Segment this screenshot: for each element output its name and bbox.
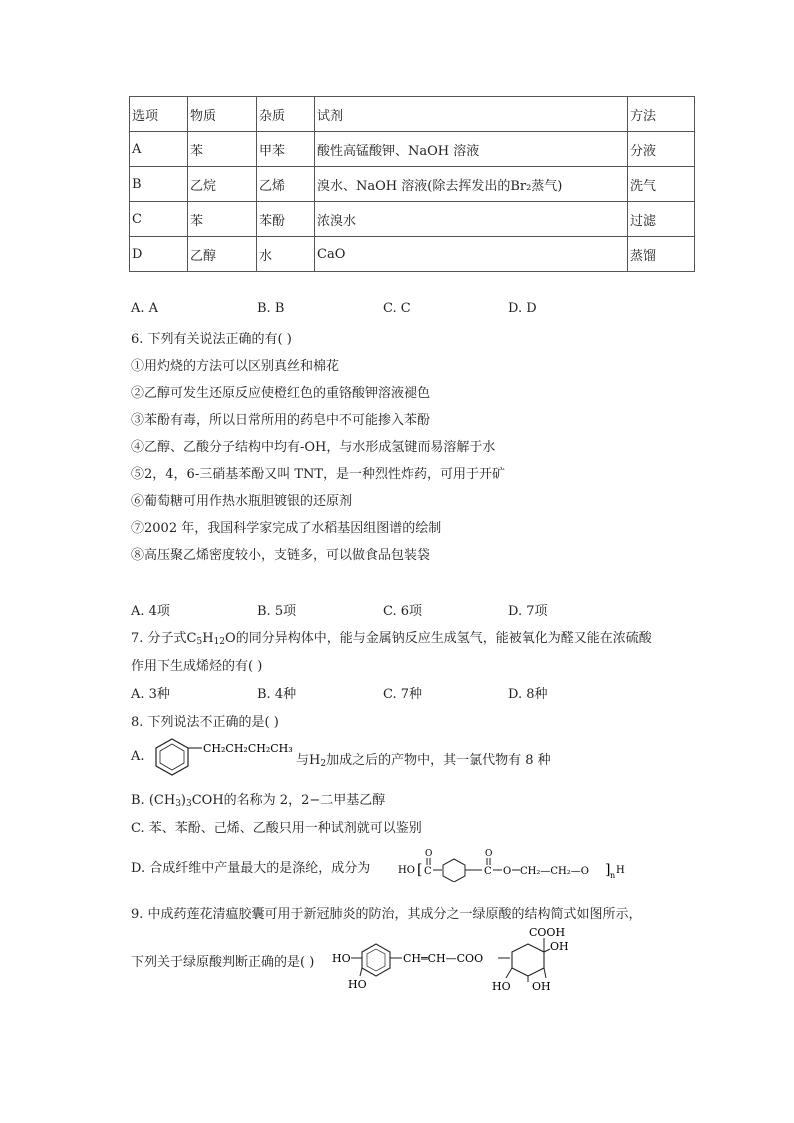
- header-cell: 选项: [130, 97, 188, 132]
- d-chain: CH₂—CH₂—O: [520, 866, 589, 877]
- header-cell: 物质: [188, 97, 257, 132]
- table-cell: 分液: [628, 132, 695, 167]
- s-ho-left: HO: [332, 952, 351, 965]
- s-bond: [360, 968, 362, 976]
- d-benzene-ring: [443, 859, 465, 882]
- q8-option-c: C. 苯、苯酚、己烯、乙酸只用一种试剂就可以鉴别: [131, 821, 422, 836]
- table-cell: 浓溴水: [315, 202, 628, 237]
- table-cell: B: [130, 167, 188, 202]
- formula-h: H: [202, 631, 214, 646]
- d-o-mid: O: [503, 866, 512, 877]
- q8-option-b: [131, 789, 385, 809]
- s-ho-bottom: HO: [348, 978, 367, 991]
- formula-h2-sub: 2: [320, 759, 327, 769]
- s-benzene-inner: [367, 949, 385, 971]
- benzene-structure: [150, 734, 300, 780]
- s-bond: [544, 968, 546, 978]
- q8-b-sub1: 3: [175, 799, 181, 809]
- d-ho: HO: [398, 865, 415, 876]
- q7-suffix: 的同分异构体中，能与金属钠反应生成氢气，能被氧化为醛又能在浓硫酸: [235, 631, 652, 646]
- q7-option-a: A. 3种: [131, 687, 170, 702]
- table-cell: 溴水、NaOH 溶液(除去挥发出的Br₂蒸气): [315, 167, 628, 202]
- table-row: [130, 167, 695, 202]
- d-bracket-left: [: [417, 862, 423, 878]
- table-cell: 苯: [188, 202, 257, 237]
- q7-option-b: B. 4种: [257, 687, 297, 702]
- s-cyclohexane-ring: [512, 944, 544, 976]
- table-cell: 苯酚: [257, 202, 315, 237]
- formula-o: O: [225, 631, 236, 646]
- q7-option-c: C. 7种: [383, 687, 423, 702]
- table-cell: 乙烯: [257, 167, 315, 202]
- header-cell: 试剂: [315, 97, 628, 132]
- q7-line1: [131, 627, 652, 647]
- q6-option-b: B. 5项: [257, 604, 297, 619]
- table-cell: 蒸馏: [628, 237, 695, 272]
- table-cell: 甲苯: [257, 132, 315, 167]
- header-cell: 方法: [628, 97, 695, 132]
- table-cell: D: [130, 237, 188, 272]
- q9-line2: 下列关于绿原酸判断正确的是( ): [131, 955, 315, 970]
- q5-option-c: C. C: [383, 301, 411, 316]
- q6-item: ④乙醇、乙酸分子结构中均有-OH，与水形成氢键而易溶解于水: [131, 440, 496, 455]
- table-cell: 乙烷: [188, 167, 257, 202]
- formula-c: C: [186, 631, 197, 646]
- q8-a-pre: 与: [296, 753, 310, 768]
- table-cell: 过滤: [628, 202, 695, 237]
- q6-option-c: C. 6项: [383, 604, 423, 619]
- q9-line1: 9. 中成药莲花清瘟胶囊可用于新冠肺炎的防治，其成分之一绿原酸的结构简式如图所示，: [131, 907, 642, 922]
- d-n: n: [610, 871, 616, 880]
- d-c-left: C: [424, 866, 432, 877]
- table-row: [130, 237, 695, 272]
- q6-item: ①用灼烧的方法可以区别真丝和棉花: [131, 359, 340, 374]
- s-cooh: COOH: [529, 926, 566, 939]
- q6-item: ⑤2，4，6-三硝基苯酚又叫 TNT，是一种烈性炸药，可用于开矿: [131, 467, 506, 482]
- table-cell: 苯: [188, 132, 257, 167]
- table-cell: C: [130, 202, 188, 237]
- chlorogenic-acid-structure: [332, 922, 602, 994]
- d-o-top-left: O: [425, 849, 433, 859]
- formula-h2: H: [309, 753, 321, 768]
- benzene-inner-ring: [160, 744, 184, 770]
- q6-item: ⑥葡萄糖可用作热水瓶胆镀银的还原剂: [131, 494, 353, 509]
- table-cell: 水: [257, 237, 315, 272]
- q6-item: ③苯酚有毒，所以日常所用的药皂中不可能掺入苯酚: [131, 413, 431, 428]
- q8-option-a-text: [296, 749, 551, 769]
- alkyl-chain: CH₂CH₂CH₂CH₃: [203, 742, 293, 755]
- table-cell: 洗气: [628, 167, 695, 202]
- d-h: H: [616, 865, 625, 876]
- q5-option-a: A. A: [131, 301, 159, 316]
- header-cell: 杂质: [257, 97, 315, 132]
- q6-stem: 6. 下列有关说法正确的有( ): [131, 332, 292, 347]
- q6-item: ②乙醇可发生还原反应使橙红色的重铬酸钾溶液褪色: [131, 386, 431, 401]
- q8-b-pre: B. (CH: [131, 793, 176, 808]
- reagent-table: [129, 96, 695, 272]
- d-c-right: C: [484, 866, 492, 877]
- table-cell: CaO: [315, 237, 628, 272]
- formula-h-sub: 12: [213, 637, 226, 647]
- q6-item: ⑦2002 年，我国科学家完成了水稻基因组图谱的绘制: [131, 521, 442, 536]
- table-row: [130, 132, 695, 167]
- q8-b-sub2: 3: [186, 799, 192, 809]
- d-o-top-right: O: [485, 849, 493, 859]
- q5-option-b: B. B: [257, 301, 285, 316]
- q6-item: ⑧高压聚乙烯密度较小，支链多，可以做食品包装袋: [131, 548, 431, 563]
- q7-line2: 作用下生成烯烃的有( ): [131, 659, 263, 674]
- table-cell: 酸性高锰酸钾、NaOH 溶液: [315, 132, 628, 167]
- q7-prefix: 7. 分子式: [131, 631, 187, 646]
- q8-b-mid: ): [180, 793, 186, 808]
- q8-b-tail: COH的名称为 2，2−二甲基乙醇: [191, 793, 386, 808]
- polyester-structure: [396, 846, 626, 882]
- s-bond: [506, 968, 512, 978]
- q7-option-d: D. 8种: [508, 687, 548, 702]
- table-cell: 乙醇: [188, 237, 257, 272]
- q8-option-a-label: A.: [131, 749, 145, 764]
- s-ho-bottom-right: HO: [492, 980, 511, 993]
- q6-option-a: A. 4项: [131, 604, 170, 619]
- q6-option-d: D. 7项: [508, 604, 548, 619]
- s-chain: CH═CH—COO: [403, 952, 484, 965]
- table-row: [130, 202, 695, 237]
- q8-stem: 8. 下列说法不正确的是( ): [131, 715, 279, 730]
- d-bracket-right: ]: [605, 862, 611, 878]
- q5-option-d: D. D: [508, 301, 537, 316]
- q8-a-post: 加成之后的产物中，其一氯代物有 8 种: [326, 753, 551, 768]
- table-header-row: [130, 97, 695, 132]
- q8-option-d: D. 合成纤维中产量最大的是涤纶，成分为: [131, 861, 371, 876]
- s-oh-bottom: OH: [532, 980, 551, 993]
- table-cell: A: [130, 132, 188, 167]
- s-oh-right: OH: [550, 940, 569, 953]
- formula-c-sub: 5: [196, 637, 203, 647]
